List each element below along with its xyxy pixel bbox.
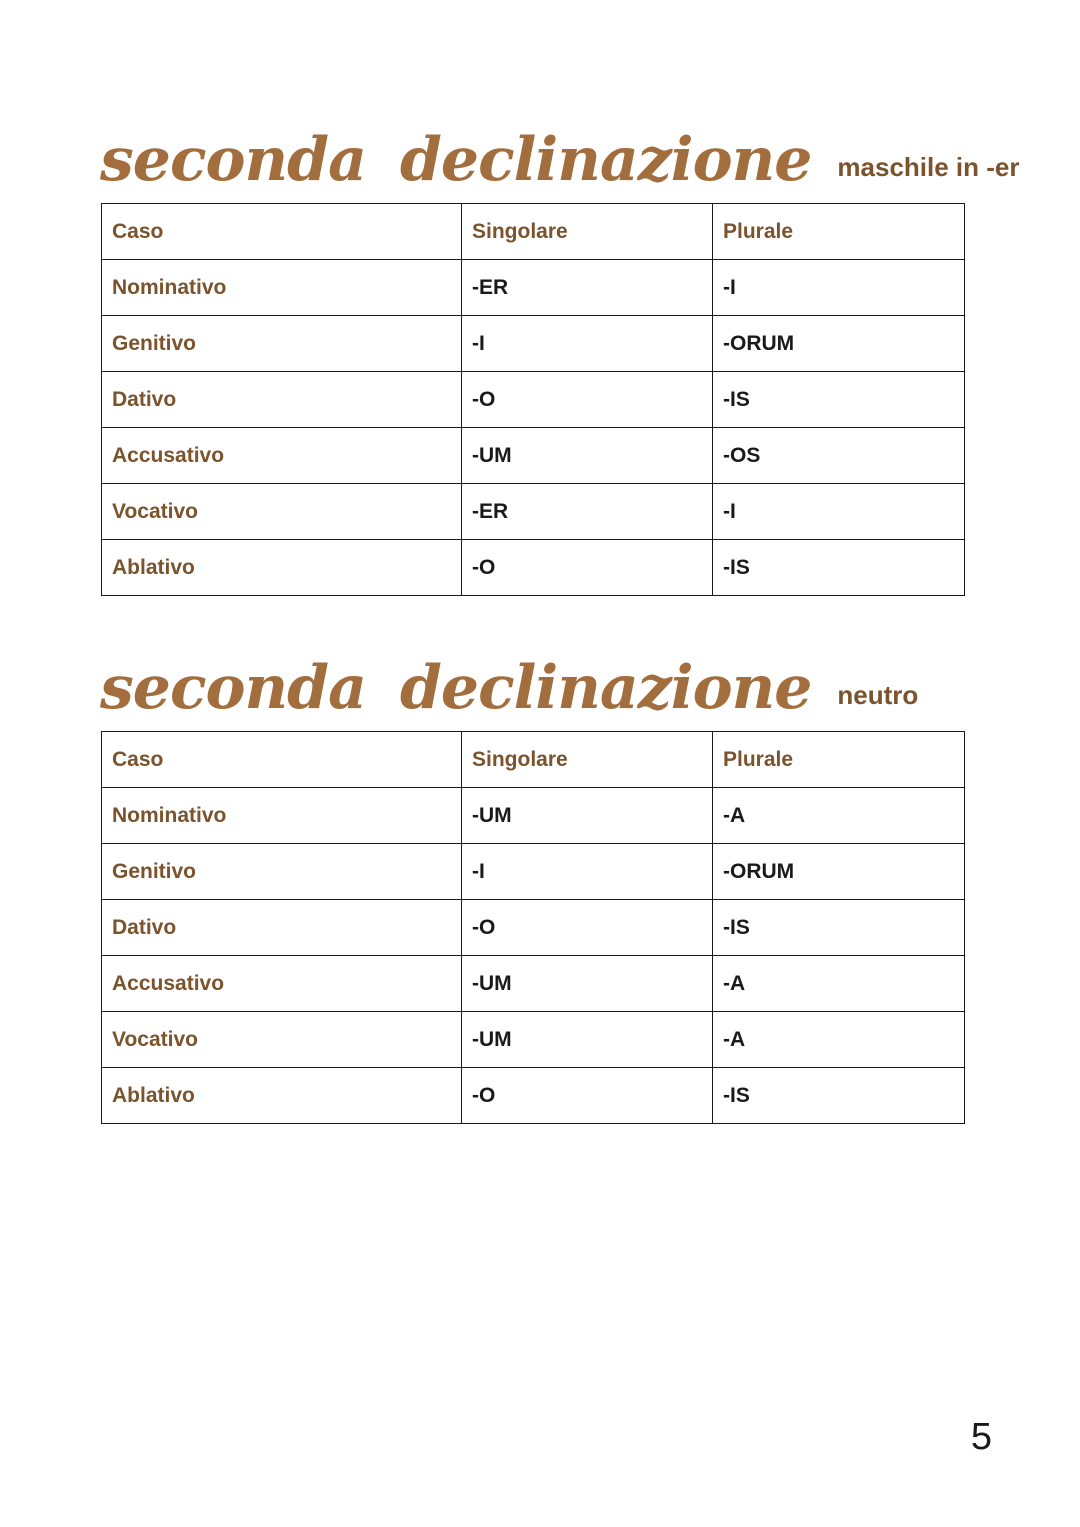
- section-heading-maschile: [100, 110, 1020, 195]
- declension-table-neutro: [101, 731, 965, 1124]
- case-name-cell: Nominativo: [102, 260, 462, 316]
- table-header-row: [102, 732, 965, 788]
- plurale-ending-cell: -A: [713, 1012, 965, 1068]
- script-title: seconda declinazione: [100, 125, 812, 195]
- declension-table-maschile: [101, 203, 965, 596]
- table-row: [102, 540, 965, 596]
- section-subtitle: maschile in -er: [837, 152, 1020, 182]
- section-subtitle: neutro: [837, 680, 919, 710]
- case-name-cell: Ablativo: [102, 1068, 462, 1124]
- column-header-caso: Caso: [102, 204, 462, 260]
- column-header-caso: Caso: [102, 732, 462, 788]
- table-row: [102, 1068, 965, 1124]
- column-header-singolare: Singolare: [462, 204, 713, 260]
- plurale-ending-cell: -OS: [713, 428, 965, 484]
- case-name-cell: Ablativo: [102, 540, 462, 596]
- singolare-ending-cell: -I: [462, 316, 713, 372]
- singolare-ending-cell: -O: [462, 372, 713, 428]
- plurale-ending-cell: -A: [713, 956, 965, 1012]
- table-row: [102, 260, 965, 316]
- table-row: [102, 788, 965, 844]
- table-header-row: [102, 204, 965, 260]
- column-header-plurale: Plurale: [713, 204, 965, 260]
- plurale-ending-cell: -ORUM: [713, 844, 965, 900]
- plurale-ending-cell: -I: [713, 260, 965, 316]
- singolare-ending-cell: -UM: [462, 788, 713, 844]
- plurale-ending-cell: -I: [713, 484, 965, 540]
- singolare-ending-cell: -O: [462, 900, 713, 956]
- case-name-cell: Genitivo: [102, 316, 462, 372]
- plurale-ending-cell: -IS: [713, 1068, 965, 1124]
- section-heading-neutro: [100, 638, 919, 723]
- case-name-cell: Genitivo: [102, 844, 462, 900]
- case-name-cell: Vocativo: [102, 484, 462, 540]
- plurale-ending-cell: -IS: [713, 900, 965, 956]
- singolare-ending-cell: -I: [462, 844, 713, 900]
- case-name-cell: Accusativo: [102, 428, 462, 484]
- case-name-cell: Vocativo: [102, 1012, 462, 1068]
- page-number: 5: [970, 1416, 992, 1458]
- table-row: [102, 428, 965, 484]
- singolare-ending-cell: -UM: [462, 1012, 713, 1068]
- table-row: [102, 900, 965, 956]
- plurale-ending-cell: -A: [713, 788, 965, 844]
- singolare-ending-cell: -ER: [462, 484, 713, 540]
- table-row: [102, 956, 965, 1012]
- script-title: seconda declinazione: [100, 653, 812, 723]
- column-header-plurale: Plurale: [713, 732, 965, 788]
- singolare-ending-cell: -O: [462, 540, 713, 596]
- plurale-ending-cell: -IS: [713, 540, 965, 596]
- table-row: [102, 1012, 965, 1068]
- table-row: [102, 372, 965, 428]
- column-header-singolare: Singolare: [462, 732, 713, 788]
- plurale-ending-cell: -IS: [713, 372, 965, 428]
- table-row: [102, 844, 965, 900]
- case-name-cell: Nominativo: [102, 788, 462, 844]
- case-name-cell: Accusativo: [102, 956, 462, 1012]
- table-row: [102, 484, 965, 540]
- case-name-cell: Dativo: [102, 372, 462, 428]
- singolare-ending-cell: -ER: [462, 260, 713, 316]
- plurale-ending-cell: -ORUM: [713, 316, 965, 372]
- table-row: [102, 316, 965, 372]
- case-name-cell: Dativo: [102, 900, 462, 956]
- singolare-ending-cell: -UM: [462, 428, 713, 484]
- singolare-ending-cell: -O: [462, 1068, 713, 1124]
- singolare-ending-cell: -UM: [462, 956, 713, 1012]
